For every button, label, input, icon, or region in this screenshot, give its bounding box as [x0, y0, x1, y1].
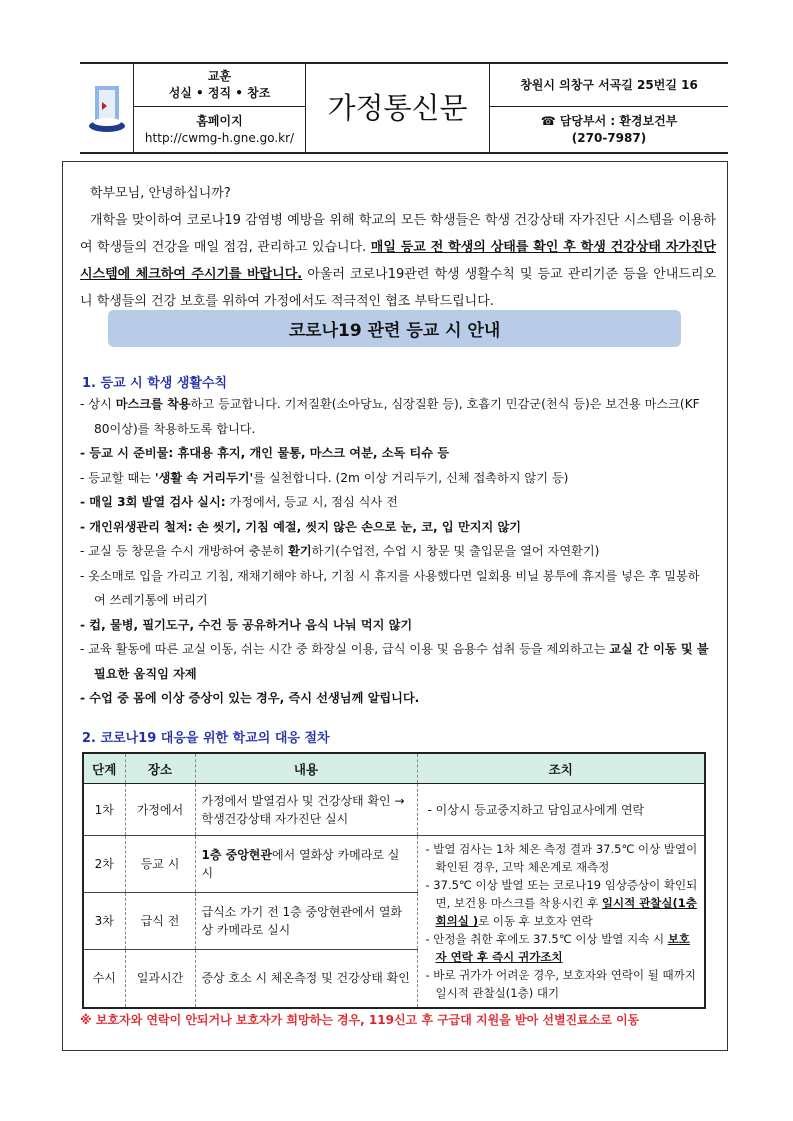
text: 에서 열화상 카메라로 실시	[201, 848, 400, 880]
section1-title: 1. 등교 시 학생 생활수칙	[82, 376, 228, 391]
section2-title: 2. 코로나19 대응을 위한 학교의 대응 절차	[82, 731, 330, 746]
rule	[80, 539, 710, 564]
homepage-link[interactable]: http://cwmg-h.gne.go.kr/	[144, 130, 295, 145]
text: 보호자 연락 후 즉시 귀가조치	[435, 932, 690, 965]
text: 가정에서, 등교 시, 점심 식사 전	[225, 495, 398, 509]
text: 교실 간 이동 및 불필요한 움직임 자제	[94, 642, 709, 681]
text: - 상시	[80, 397, 116, 411]
address: 창원시 의창구 서곡길 25번길 16	[490, 64, 728, 107]
text: 하고 등교합니다. 기저질환(소아당뇨, 심장질환 등), 호흡기 민감군(천식 등)은 보건용 마스크(KF 80이상)를 착용하도록 합니다.	[94, 397, 700, 436]
table-row	[83, 836, 705, 893]
shared-action-cell	[417, 836, 705, 1008]
table-header	[83, 753, 705, 784]
rule	[80, 466, 710, 491]
text: - 발열 검사는 1차 체온 측정 결과 37.5℃ 이상 발열이 확인된 경우, 고막 체온계로 재측정	[425, 842, 698, 875]
text: - 교육 활동에 따른 교실 이동, 쉬는 시간 중 화장실 이용, 급식 이용 및 음용수 섭취 등을 제외하고는	[80, 642, 610, 656]
school-logo	[80, 64, 133, 152]
col-header: 내용	[195, 753, 417, 784]
text: 를 실천합니다. (2m 이상 거리두기, 신체 접촉하지 않기 등)	[253, 470, 569, 485]
emergency-note: ※ 보호자와 연락이 안되거나 보호자가 희망하는 경우, 119신고 후 구급대 지원을 받아 선별진료소로 이동	[80, 1013, 640, 1027]
greeting: 학부모님, 안녕하십니까?	[90, 186, 231, 201]
text: 개학을 맞이하여 코로나19 감염병 예방을 위해 학교의 모든 학생들은 학생 건강상태 자가진단 시스템을 이용하여 학생들의 건강을 매일 점검, 관리하고 있습니다.	[80, 213, 716, 255]
homepage-cell	[133, 107, 305, 152]
text: 아울러 코로나19관련 학생 생활수칙 및 등교 관리기준 등을 안내드리오니 학생들의 건강 보호를 위하여 가정에서도 적극적인 협조 부탁드립니다.	[80, 267, 716, 309]
rule	[80, 392, 710, 441]
phone: (270-7987)	[571, 130, 647, 145]
rule	[80, 613, 710, 638]
text: - 37.5℃ 이상 발열 또는 코로나19 임상증상이 확인되면, 보건용 마스크를 착용시킨 후	[425, 878, 698, 911]
rule	[80, 490, 710, 515]
text: - 수업 중 몸에 이상 증상이 있는 경우, 즉시 선생님께 알립니다.	[80, 691, 420, 705]
department: ☎ 담당부서 : 환경보건부	[540, 113, 678, 128]
letterhead	[80, 62, 728, 154]
text: '생활 속 거리두기'	[154, 470, 254, 485]
motto: 성실 • 정직 • 창조	[168, 86, 271, 100]
text: - 교실 등 창문을 수시 개방하여 충분히	[80, 544, 289, 558]
text: 일시적 관찰실(1층 회의실 )	[435, 896, 697, 929]
col-header: 조치	[417, 753, 705, 784]
rule	[80, 686, 710, 711]
text: 수시	[83, 950, 125, 1008]
procedure-table	[82, 752, 706, 1009]
text: 급식소 가기 전 1층 중앙현관에서 열화상 카메라로 실시	[195, 893, 417, 950]
text: 일과시간	[125, 950, 195, 1008]
text: - 안정을 취한 후에도 37.5℃ 이상 발열 지속 시	[425, 932, 668, 947]
text: 로 이동 후 보호자 연락	[478, 914, 593, 929]
text: - 등교할 때는	[80, 470, 155, 485]
text: 가정에서 발열검사 및 건강상태 확인 →학생건강상태 자가진단 실시	[195, 784, 417, 836]
text: - 이상시 등교중지하고 담임교사에게 연락	[417, 784, 705, 836]
intro-paragraph	[80, 207, 716, 315]
document-title: 가정통신문	[305, 64, 490, 152]
text: 1차	[83, 784, 125, 836]
col-header: 단계	[83, 753, 125, 784]
text: - 매일 3회 발열 검사 실시:	[80, 495, 226, 509]
text: 마스크를 착용	[115, 397, 191, 411]
text: 증상 호소 시 체온측정 및 건강상태 확인	[195, 950, 417, 1008]
text: - 등교 시 준비물: 휴대용 휴지, 개인 물통, 마스크 여분, 소독 티슈 등	[80, 446, 450, 460]
text: 환기	[288, 544, 312, 558]
text: - 컵, 물병, 필기도구, 수건 등 공유하거나 음식 나눠 먹지 않기	[80, 617, 413, 632]
text: - 바로 귀가가 어려운 경우, 보호자와 연락이 될 때까지 일시적 관찰실(1층) 대기	[425, 968, 696, 1001]
emphasis: 매일 등교 전 학생의 상태를 확인 후 학생 건강상태 자가진단 시스템에 체크하여 주시기를 바랍니다.	[80, 240, 716, 282]
text: 3차	[83, 893, 125, 950]
rule	[80, 515, 710, 540]
text: - 개인위생관리 철저: 손 씻기, 기침 예절, 씻지 않은 손으로 눈, 코, 입 만지지 않기	[80, 519, 522, 534]
contact-cell	[490, 107, 728, 152]
motto-label: 교훈	[207, 69, 232, 83]
rule	[80, 637, 710, 686]
rule: - 옷소매로 입을 가리고 기침, 재채기해야 하나, 기침 시 휴지를 사용했다면 일회용 비닐 봉투에 휴지를 넣은 후 밀봉하여 쓰레기통에 버리기	[80, 568, 700, 607]
text: 급식 전	[125, 893, 195, 950]
rules-list	[80, 392, 710, 711]
intro	[80, 180, 716, 315]
text: 등교 시	[125, 836, 195, 893]
text: 가정에서	[125, 784, 195, 836]
text: 1층 중앙현관	[201, 848, 272, 862]
col-header: 장소	[125, 753, 195, 784]
text: 하기(수업전, 수업 시 창문 및 출입문을 열어 자연환기)	[311, 544, 600, 558]
table-row	[83, 784, 705, 836]
homepage-label: 홈페이지	[196, 113, 243, 128]
rule	[80, 441, 710, 466]
text: 2차	[83, 836, 125, 893]
motto-cell	[133, 64, 305, 107]
section-banner: 코로나19 관련 등교 시 안내	[108, 310, 681, 347]
